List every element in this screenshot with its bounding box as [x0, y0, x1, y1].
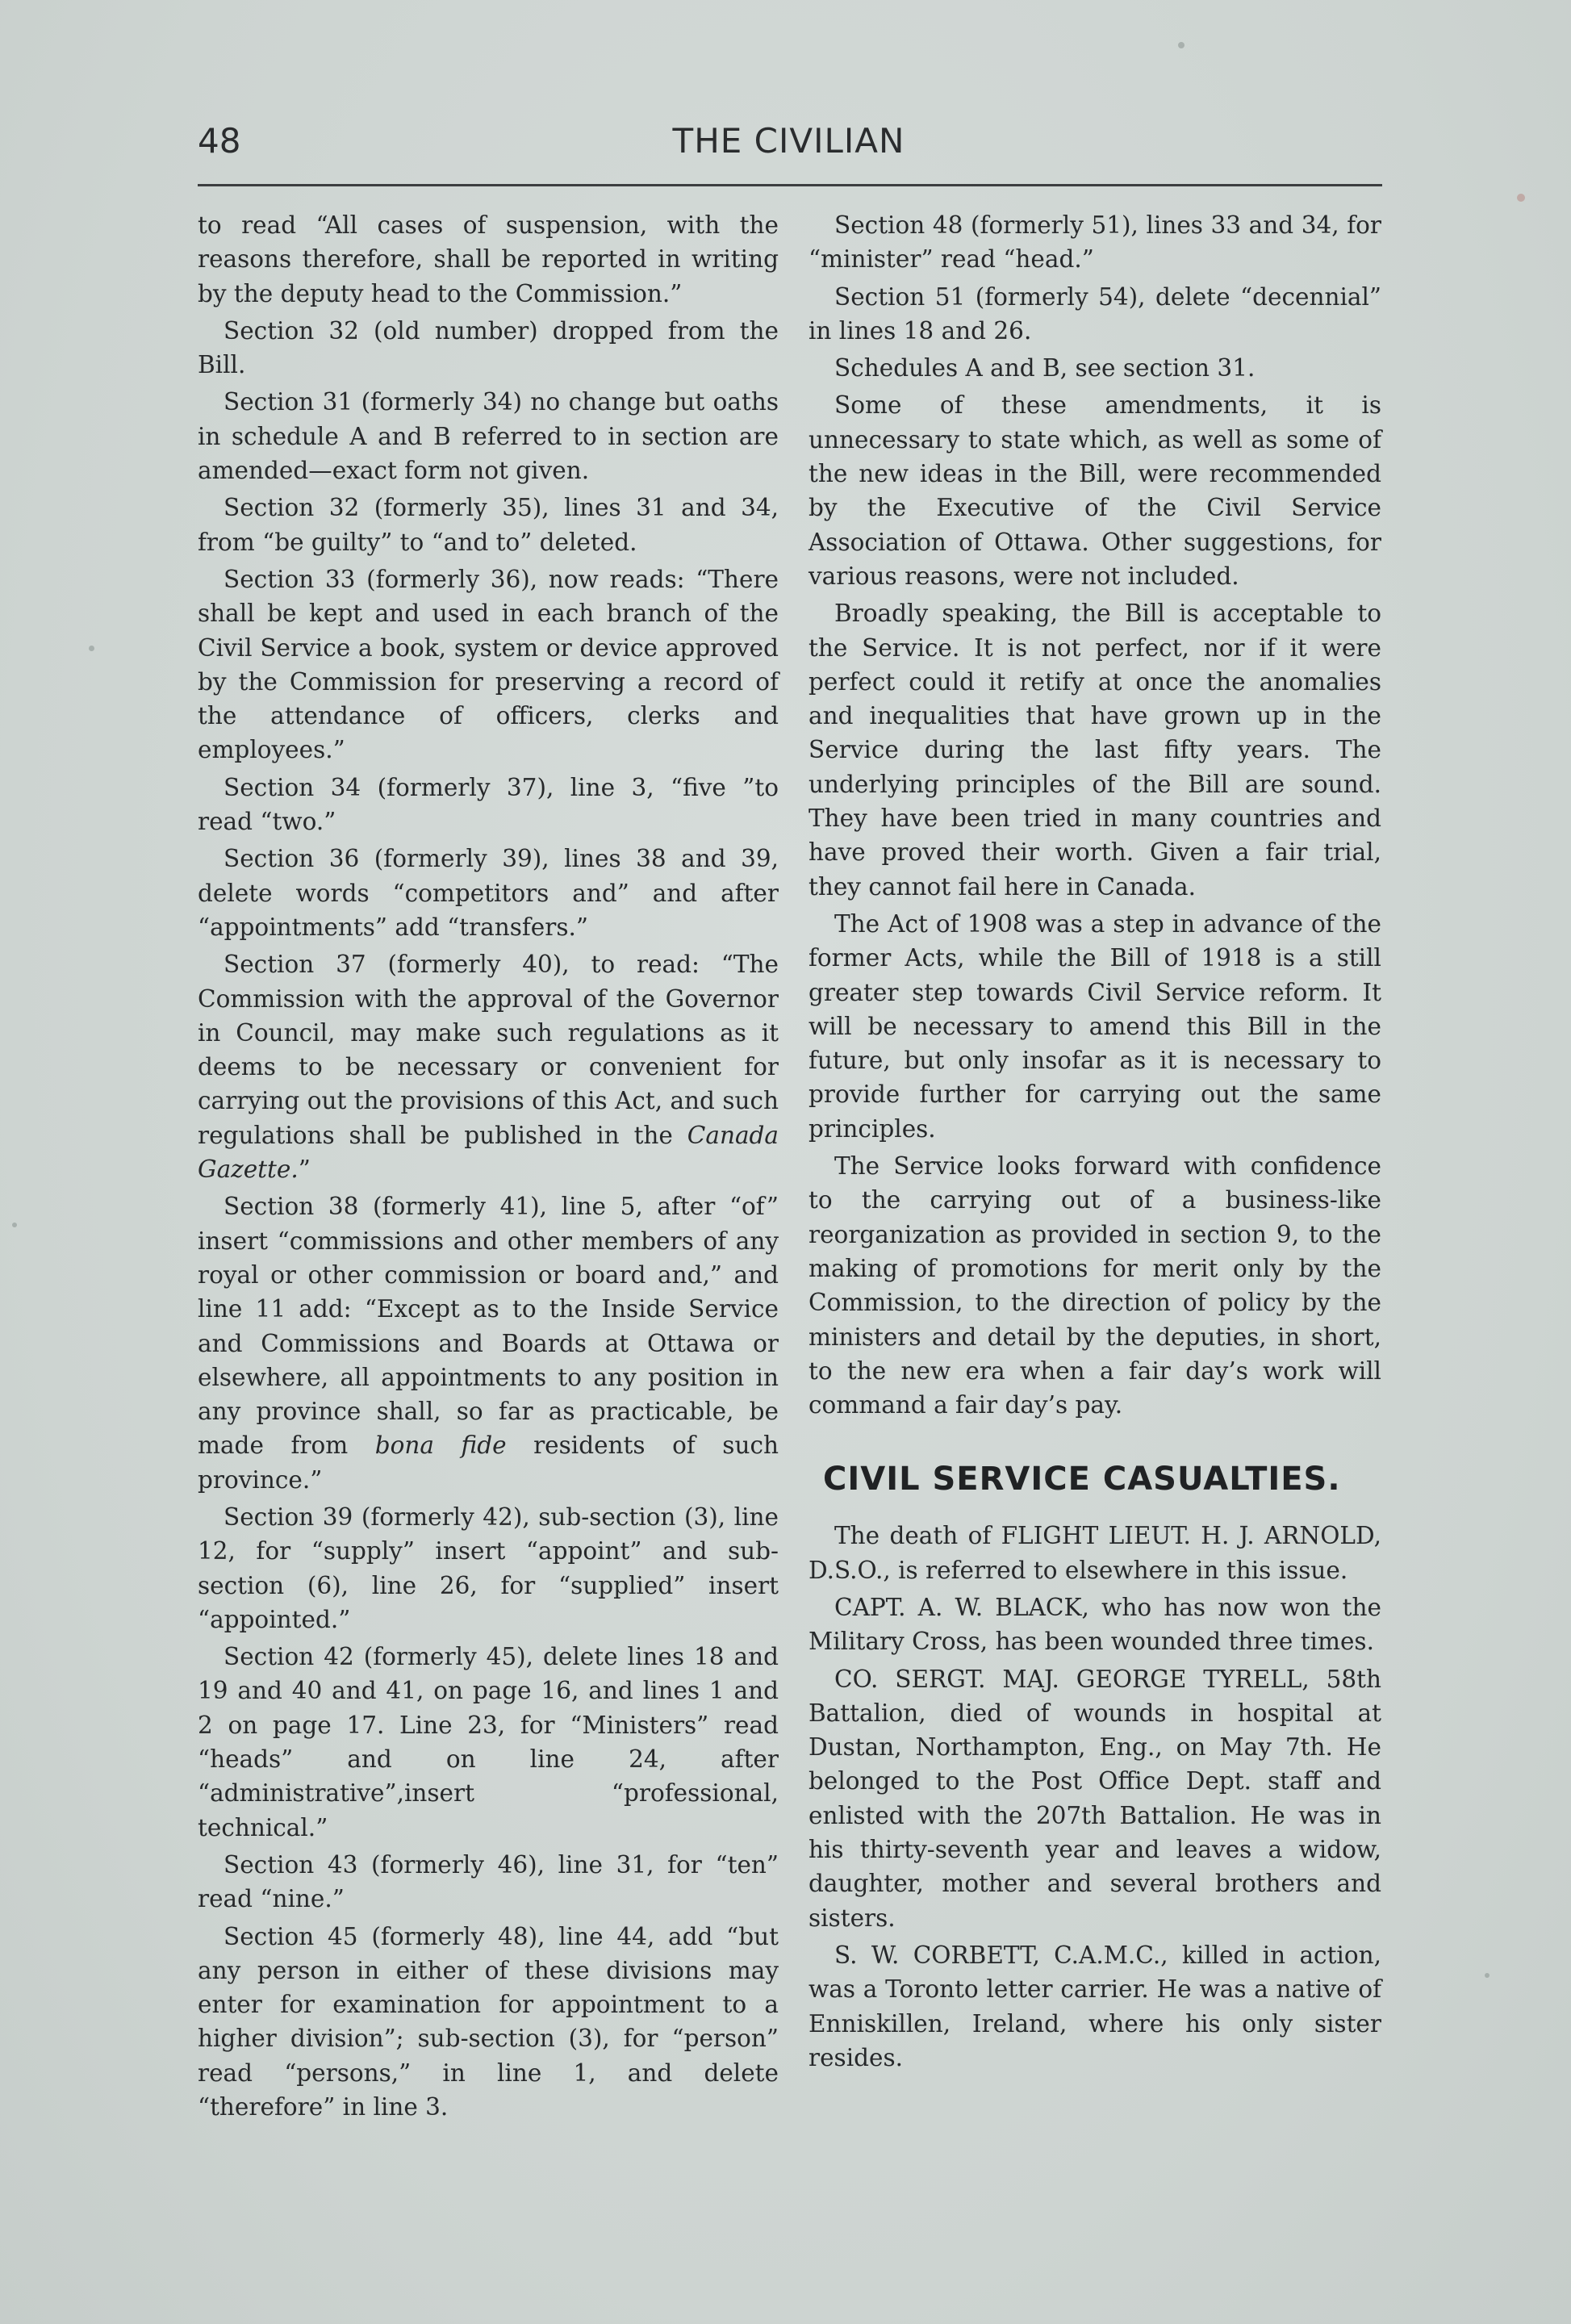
- right-column: [808, 208, 1381, 2078]
- paragraph: Schedules A and B, see section 31.: [834, 354, 1256, 382]
- casualty-entry: The death of FLIGHT LIEUT. H. J. ARNOLD, D.S.O., is referred to elsewhere in this issue.: [808, 1522, 1381, 1584]
- paragraph: Section 36 (formerly 39), lines 38 and 39, delete words “competitors and” and after “appointments” add “transfers.”: [198, 845, 779, 941]
- paragraph: Section 39 (formerly 42), sub-section (3), line 12, for “supply” insert “appoint” and sub-section (6), line 26, for “supplied” insert “appointed.”: [198, 1503, 779, 1633]
- section-37-text: Section 37 (formerly 40), to read: “The Commission with the approval of the Governor in Council, may make such regulations as it deems to be necessary or convenient for carrying out the provisions of this Act, and such regulations shall be published in the: [198, 951, 779, 1149]
- left-column: [198, 208, 779, 2127]
- section-37-close: ”: [298, 1156, 311, 1184]
- paragraph: Section 31 (formerly 34) no change but oaths in schedule A and B referred to in section are amended—exact form not given.: [198, 388, 779, 485]
- casualties-heading: CIVIL SERVICE CASUALTIES.: [823, 1461, 1341, 1498]
- paragraph-section-38: [198, 1189, 779, 1497]
- paragraph: The Act of 1908 was a step in advance of the former Acts, while the Bill of 1918 is a still greater step towards Civil Service reform. It will be necessary to amend this Bill in the future, but only insofar as it is necessary to provide further for carrying out the same principles.: [808, 909, 1381, 1143]
- page-number: 48: [198, 121, 241, 161]
- paragraph: Section 32 (formerly 35), lines 31 and 34, from “be guilty” to “and to” deleted.: [198, 494, 779, 556]
- paper-speck: [1178, 42, 1185, 48]
- casualty-entry: S. W. CORBETT, C.A.M.C., killed in action, was a Toronto letter carrier. He was a native of Enniskillen, Ireland, where his only sister resides.: [808, 1941, 1381, 2071]
- section-38-close: residents of such province.”: [198, 1432, 779, 1494]
- paper-speck: [1517, 194, 1525, 202]
- paragraph: Section 51 (formerly 54), delete “decennial” in lines 18 and 26.: [808, 282, 1381, 345]
- paper-speck: [12, 1223, 17, 1227]
- header-rule: [198, 184, 1382, 186]
- paragraph: Some of these amendments, it is unnecessary to state which, as well as some of the new ideas in the Bill, were recommended by the Executive of the Civil Service Association of Ottawa. Other suggestions, for various reasons, were not included.: [808, 391, 1381, 590]
- paragraph: Section 34 (formerly 37), line 3, “five ”to read “two.”: [198, 773, 779, 836]
- paper-speck: [89, 646, 94, 651]
- casualty-entry: CAPT. A. W. BLACK, who has now won the Military Cross, has been wounded three times.: [808, 1593, 1381, 1656]
- paragraph: Section 33 (formerly 36), now reads: “There shall be kept and used in each branch of the Civil Service a book, system or device approved by the Commission for preserving a record of the attendance of officers, clerks and employees.”: [198, 565, 779, 764]
- paragraph: The Service looks forward with confidence to the carrying out of a business-like reorganization as provided in section 9, to the making of promotions for merit only by the Commission, to the direction of policy by the ministers and detail by the deputies, in short, to the new era when a fair day’s work will command a fair day’s pay.: [808, 1152, 1381, 1419]
- paragraph: Broadly speaking, the Bill is acceptable to the Service. It is not perfect, nor if it were perfect could it retify at once the anomalies and inequalities that have grown up in the Service during the last fifty years. The underlying principles of the Bill are sound. They have been tried in many countries and have proved their worth. Given a fair trial, they cannot fail here in Canada.: [808, 600, 1381, 901]
- paragraph-continuation: to read “All cases of suspension, with the reasons therefore, shall be reported in writing by the deputy head to the Commission.”: [198, 211, 779, 307]
- running-title: THE CIVILIAN: [672, 121, 905, 161]
- paragraph-section-37: [198, 947, 779, 1186]
- section-38-italic: bona fide: [374, 1432, 507, 1460]
- casualty-entry: CO. SERGT. MAJ. GEORGE TYRELL, 58th Battalion, died of wounds in hospital at Dustan, Northampton, Eng., on May 7th. He belonged to the Post Office Dept. staff and enlisted with the 207th Battalion. He was in his thirty-seventh year and leaves a widow, daughter, mother and several brothers and sisters.: [808, 1665, 1381, 1932]
- paper-speck: [1485, 1973, 1490, 1978]
- paragraph: Section 43 (formerly 46), line 31, for “ten” read “nine.”: [198, 1850, 779, 1913]
- section-38-text: Section 38 (formerly 41), line 5, after “of” insert “commissions and other members of any royal or other commission or board and,” and line 11 add: “Except as to the Inside Service and Commissions and Boards at Ottawa or elsewhere, all appointments to any position in any province shall, so far as practicable, be made from: [198, 1193, 779, 1460]
- section-37-italic: Canada Gazette.: [198, 1121, 779, 1184]
- paragraph: Section 42 (formerly 45), delete lines 18 and 19 and 40 and 41, on page 16, and lines 1 and 2 on page 17. Line 23, for “Ministers” read “heads” and on line 24, after “administrative”,insert “professional, technical.”: [198, 1643, 779, 1841]
- page-header: [198, 121, 1380, 178]
- paragraph: Section 48 (formerly 51), lines 33 and 34, for “minister” read “head.”: [808, 211, 1381, 274]
- paragraph: Section 45 (formerly 48), line 44, add “but any person in either of these divisions may enter for examination for appointment to a higher division”; sub-section (3), for “person” read “persons,” in line 1, and delete “therefore” in line 3.: [198, 1922, 779, 2121]
- paragraph: Section 32 (old number) dropped from the Bill.: [198, 316, 779, 379]
